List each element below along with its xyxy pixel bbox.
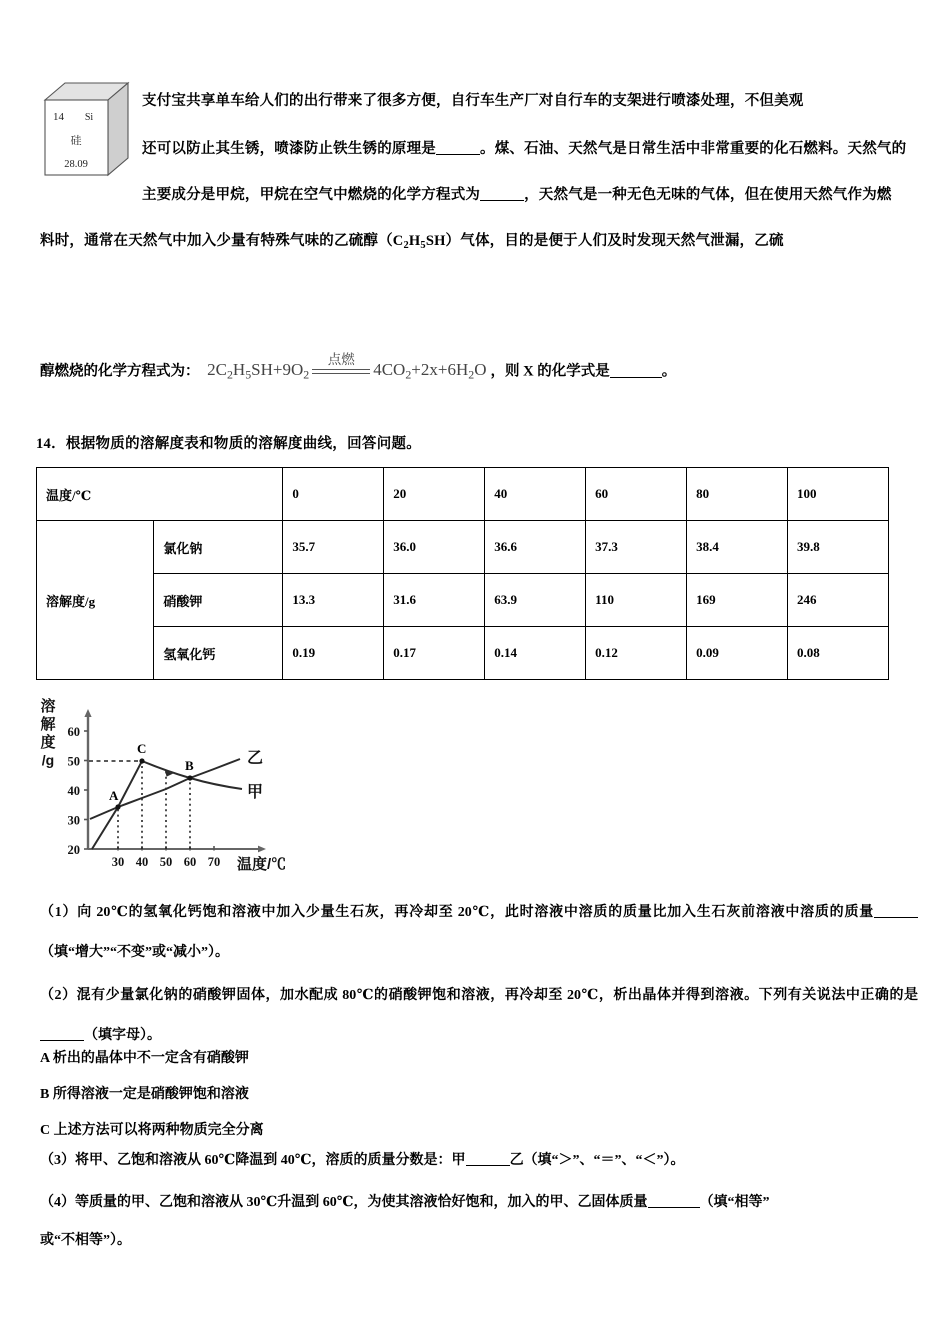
marked-point-label-C: C [137, 741, 147, 756]
reaction-condition-arrow [310, 352, 372, 384]
eq-product-1: 4CO [373, 360, 406, 379]
table-header-temp-20: 20 [384, 468, 485, 521]
solubility-curve-chart [32, 697, 332, 875]
intro-text-4-pre: 料时，通常在天然气中加入少量有特殊气味的乙硫醇（C [40, 233, 404, 249]
combustion-equation-formula [207, 352, 487, 390]
eq-product-2-sub: 2 [468, 367, 475, 382]
answer-blank-x-formula[interactable] [610, 377, 662, 378]
answer-blank-q2[interactable] [40, 1040, 84, 1041]
y-axis-label-char-1: 溶 [40, 698, 56, 715]
table-header-temp-60: 60 [586, 468, 687, 521]
intro-paragraph-line2 [40, 126, 915, 172]
y-axis-label-char-4: /g [41, 752, 55, 768]
y-axis-label-char-3: 度 [40, 734, 56, 751]
intro-text-4-post: SH）气体，目的是便于人们及时发现天然气泄漏，乙硫 [425, 233, 784, 249]
y-tick-label-30: 30 [67, 813, 80, 828]
cube-atomic-mass: 28.09 [64, 159, 88, 170]
table-cell-nacl-40: 36.6 [485, 521, 586, 574]
table-cell-caoh2-0: 0.19 [283, 627, 384, 680]
answer-blank-methane-equation[interactable] [480, 200, 524, 201]
answer-blank-q3[interactable] [466, 1165, 510, 1166]
x-tick-label-40: 40 [135, 855, 149, 869]
sub-question-4 [40, 1184, 918, 1260]
table-row [37, 521, 889, 574]
intro-text-3a: 主要成分是甲烷，甲烷在空气中燃烧的化学方程式为 [142, 187, 481, 203]
table-header-row [37, 468, 889, 521]
sub-question-3-text-b: 乙（填“＞”、“＝”、“＜”）。 [509, 1153, 685, 1168]
intro-text-3b: ，天然气是一种无色无味的气体，但在使用天然气作为燃 [524, 187, 892, 203]
sub-question-4-text-c: 或“不相等”）。 [40, 1233, 131, 1248]
element-cube-figure [40, 78, 132, 178]
eq-reactant-1-sub: 2 [226, 367, 233, 382]
equation-suffix-a: ，则 X 的化学式是 [490, 363, 610, 380]
equation-suffix-b: 。 [661, 363, 677, 380]
sub-question-2-text-b: （填字母）。 [84, 1028, 161, 1043]
y-tick-label-40: 40 [67, 784, 80, 798]
answer-blank-q1[interactable] [874, 917, 918, 918]
intro-text-1: 支付宝共享单车给人们的出行带来了很多方便，自行车生产厂对自行车的支架进行喷漆处理，不但美观 [142, 93, 804, 109]
sub-question-1 [40, 893, 918, 973]
x-axis-label: 温度/℃ [237, 856, 287, 873]
y-axis-label-char-2: 解 [40, 716, 56, 733]
silicon-cube-icon [40, 78, 132, 178]
y-tick-label-60: 60 [67, 725, 80, 739]
intro-block [40, 78, 915, 269]
table-rowgroup-solubility: 溶解度/g [37, 521, 154, 680]
table-substance-caoh2: 氢氧化钙 [154, 627, 283, 680]
answer-blank-rust[interactable] [436, 154, 480, 155]
reaction-double-line [312, 369, 370, 374]
eq-reactant-3-sub: 2 [303, 367, 310, 382]
table-header-temp-40: 40 [485, 468, 586, 521]
table-cell-caoh2-60: 0.12 [586, 627, 687, 680]
y-tick-label-20: 20 [67, 843, 80, 857]
answer-blank-q4[interactable] [648, 1207, 700, 1208]
question-14-heading: 14．根据物质的溶解度表和物质的溶解度曲线，回答问题。 [36, 436, 422, 452]
table-substance-nacl: 氯化钠 [154, 521, 283, 574]
marked-point-label-B: B [185, 758, 194, 773]
table-cell-kno3-100: 246 [788, 574, 889, 627]
cube-atomic-number: 14 [53, 111, 64, 123]
marked-point-label-A: A [109, 788, 119, 803]
ethanethiol-sub-2: 2 [403, 239, 409, 251]
table-cell-caoh2-80: 0.09 [687, 627, 788, 680]
cube-name: 硅 [70, 135, 82, 147]
equation-prefix: 醇燃烧的化学方程式为： [40, 363, 200, 380]
table-cell-kno3-0: 13.3 [283, 574, 384, 627]
table-substance-kno3: 硝酸钾 [154, 574, 283, 627]
intro-paragraph-line1 [40, 78, 915, 124]
table-header-temp-100: 100 [788, 468, 889, 521]
y-axis-arrowhead [84, 709, 91, 717]
solubility-table [36, 467, 889, 680]
cube-symbol: Si [84, 112, 94, 123]
table-cell-caoh2-40: 0.14 [485, 627, 586, 680]
eq-product-1-sub: 2 [405, 367, 412, 382]
eq-reactant-2: H [232, 360, 246, 379]
option-a: A 析出的晶体中不一定含有硝酸钾 [40, 1051, 249, 1066]
x-axis-arrowhead [258, 846, 266, 853]
sub-question-3-text-a: （3）将甲、乙饱和溶液从 60℃降温到 40℃，溶质的质量分数是：甲 [40, 1153, 466, 1168]
eq-product-3: O [474, 360, 487, 379]
table-cell-kno3-20: 31.6 [384, 574, 485, 627]
option-c: C 上述方法可以将两种物质完全分离 [40, 1123, 264, 1138]
sub-question-2-text-a: （2）混有少量氯化钠的硝酸钾固体，加水配成 80℃的硝酸钾饱和溶液，再冷却至 20℃，析出晶体并得到溶液。下列有关说法中正确的是 [40, 988, 918, 1003]
intro-paragraph-line3 [40, 172, 915, 218]
intro-text-2a: 还可以防止其生锈，喷漆防止铁生锈的原理是 [142, 141, 436, 157]
combustion-equation-line [40, 352, 920, 390]
table-header-temperature: 温度/℃ [37, 468, 283, 521]
table-header-temp-80: 80 [687, 468, 788, 521]
eq-product-2: +2x+6H [411, 360, 469, 379]
table-cell-caoh2-20: 0.17 [384, 627, 485, 680]
sub-question-1-text-b: （填“增大”“不变”或“减小”）。 [40, 945, 229, 960]
ethanethiol-h: H [408, 233, 421, 249]
table-cell-kno3-40: 63.9 [485, 574, 586, 627]
table-cell-nacl-0: 35.7 [283, 521, 384, 574]
reaction-condition-label: 点燃 [327, 352, 355, 368]
table-cell-kno3-60: 110 [586, 574, 687, 627]
ethanethiol-sub-5: 5 [420, 239, 426, 251]
intro-text-2b: 。煤、石油、天然气是日常生活中非常重要的化石燃料。天然气的 [480, 141, 907, 157]
marked-point-C [139, 758, 144, 763]
option-b: B 所得溶液一定是硝酸钾饱和溶液 [40, 1087, 249, 1102]
eq-reactant-1: 2C [207, 360, 227, 379]
eq-reactant-2-sub: 5 [245, 367, 252, 382]
sub-question-3 [40, 1146, 918, 1176]
intro-paragraph-line4 [40, 218, 915, 269]
table-cell-caoh2-100: 0.08 [788, 627, 889, 680]
series-label-jia: 乙 [247, 750, 264, 767]
x-tick-label-30: 30 [111, 855, 125, 869]
table-cell-nacl-20: 36.0 [384, 521, 485, 574]
table-row [37, 627, 889, 680]
table-cell-nacl-80: 38.4 [687, 521, 788, 574]
sub-question-4-text-b: （填“相等” [699, 1195, 770, 1210]
table-cell-nacl-100: 39.8 [788, 521, 889, 574]
x-tick-label-50: 50 [159, 855, 173, 869]
table-header-temp-0: 0 [283, 468, 384, 521]
marked-point-A [115, 804, 120, 809]
eq-reactant-3: SH+9O [251, 360, 304, 379]
marked-point-B [187, 775, 192, 780]
sub-question-1-text-a: （1）向 20℃的氢氧化钙饱和溶液中加入少量生石灰，再冷却至 20℃，此时溶液中溶质的质量比加入生石灰前溶液中溶质的质量 [40, 905, 874, 920]
x-tick-label-70: 70 [207, 855, 221, 869]
y-tick-label-50: 50 [67, 754, 80, 769]
solubility-curve-figure [32, 697, 332, 875]
table-cell-nacl-60: 37.3 [586, 521, 687, 574]
sub-question-4-text-a: （4）等质量的甲、乙饱和溶液从 30℃升温到 60℃，为使其溶液恰好饱和，加入的甲、乙固体质量 [40, 1195, 648, 1210]
x-tick-label-60: 60 [183, 855, 197, 869]
table-row [37, 574, 889, 627]
table-cell-kno3-80: 169 [687, 574, 788, 627]
series-label-yi: 甲 [247, 784, 264, 801]
